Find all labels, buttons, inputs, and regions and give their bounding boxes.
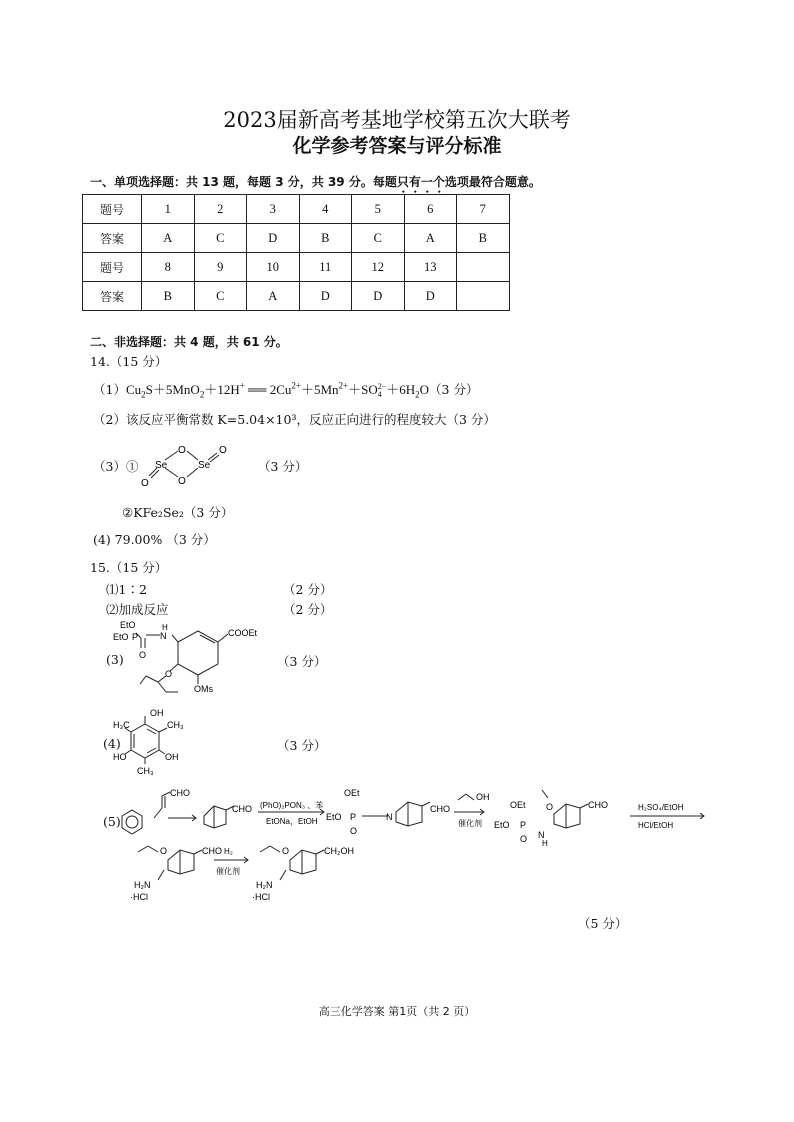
answer-table [82, 194, 510, 311]
row-header: 题号 [83, 253, 142, 282]
table-cell: C [194, 224, 247, 253]
svg-text:H: H [542, 839, 548, 848]
svg-text:CH₃: CH₃ [167, 720, 184, 730]
svg-text:OEt: OEt [510, 800, 526, 810]
q15-part3-score: （3 分） [277, 654, 327, 669]
exam-title: 2023届新高考基地学校第五次大联考 [223, 108, 571, 132]
svg-text:O: O [520, 834, 528, 844]
svg-text:OH: OH [150, 708, 164, 718]
table-cell: 5 [352, 195, 405, 224]
q14-part1: $(1)Cu_2S+5MnO_2+12H^+$ ══ $2Cu^{2+}+5Mn^{2+}+SO$ 2− 4 $+6H_2O(3$ 分） [93, 380, 479, 400]
table-cell: 7 [457, 195, 510, 224]
svg-text:OH: OH [476, 792, 490, 802]
q15-part2-score: （2 分） [283, 602, 333, 617]
table-row [83, 224, 510, 253]
svg-text:·HCl: ·HCl [130, 892, 148, 902]
svg-text:EtO: EtO [113, 632, 129, 642]
table-cell: 6 [404, 195, 457, 224]
table-cell [457, 253, 510, 282]
q14-part3-label: （3）① [93, 459, 139, 474]
svg-text:CHO: CHO [232, 804, 252, 814]
svg-text:O: O [546, 802, 554, 812]
row-header: 答案 [83, 282, 142, 311]
table-cell [457, 282, 510, 311]
q14-equation: $Cu_2S+5MnO_2+12H^+$ ══ $2Cu^{2+}+5Mn^{2+}+SO$ 2− 4 $+6H_2O$ [125, 380, 430, 400]
svg-text:O: O [178, 476, 186, 487]
section1-heading: 一、单项选择题：共 13 题，每题 3 分，共 39 分。每题只有一个选项最符合题意。 [90, 175, 541, 189]
q14-title: 14.（15 分） [90, 354, 168, 369]
svg-text:N: N [160, 631, 167, 641]
svg-text:CHO: CHO [588, 800, 608, 810]
svg-text:H₃C: H₃C [113, 720, 130, 730]
svg-text:HO: HO [113, 752, 127, 762]
q14-part2: （2）该反应平衡常数 K=5.04×10³，反应正向进行的程度较大（3 分） [93, 412, 496, 427]
svg-text:N: N [538, 830, 545, 840]
svg-text:N: N [386, 812, 393, 822]
svg-text:Se: Se [198, 460, 211, 471]
svg-text:O: O [219, 445, 227, 456]
table-cell: 10 [247, 253, 300, 282]
svg-text:EtO: EtO [494, 820, 510, 830]
svg-text:CH₂OH: CH₂OH [324, 846, 354, 856]
q15-part3-structure [110, 616, 260, 696]
svg-text:CHO: CHO [430, 804, 450, 814]
svg-text:Se: Se [155, 460, 168, 471]
synthesis-route [118, 788, 708, 908]
svg-text:O: O [350, 826, 358, 836]
table-cell: C [194, 282, 247, 311]
svg-text:O: O [282, 846, 290, 856]
benzene-ring [122, 810, 142, 834]
q15-title: 15.（15 分） [90, 560, 168, 575]
q14-part4: (4) 79.00% （3 分） [93, 532, 216, 547]
step2-reagent-top: (PhO)₂PON₃ 、苯 [260, 801, 324, 810]
svg-text:EtO: EtO [120, 620, 136, 630]
table-cell: 1 [142, 195, 195, 224]
step2-reagent-bottom: EtONa，EtOH [266, 817, 318, 826]
step5-reagent-bottom: 催化剂 [216, 867, 240, 876]
table-row [83, 282, 510, 311]
row-header: 题号 [83, 195, 142, 224]
table-row [83, 195, 510, 224]
table-cell: 13 [404, 253, 457, 282]
table-row [83, 253, 510, 282]
q15-part5-score: （5 分） [578, 916, 628, 931]
svg-text:O: O [141, 478, 149, 489]
svg-text:P: P [520, 820, 527, 830]
table-cell: C [352, 224, 405, 253]
exam-subtitle: 化学参考答案与评分标准 [292, 135, 502, 157]
row-header: 答案 [83, 224, 142, 253]
table-cell: 12 [352, 253, 405, 282]
svg-text:CHO: CHO [202, 846, 222, 856]
table-cell: A [142, 224, 195, 253]
svg-text:COOEt: COOEt [228, 628, 258, 638]
step4-reagent-top: H₂SO₄/EtOH [638, 803, 684, 812]
table-cell: 2 [194, 195, 247, 224]
q15-part4-label: (4) [103, 736, 121, 751]
q14-part3-2: ②KFe₂Se₂（3 分） [122, 505, 234, 520]
q15-part4-structure [115, 708, 205, 780]
table-cell: A [247, 282, 300, 311]
table-cell: B [142, 282, 195, 311]
svg-text:O: O [160, 846, 168, 856]
table-cell: D [299, 282, 352, 311]
svg-text:OMs: OMs [194, 684, 213, 694]
table-cell: 4 [299, 195, 352, 224]
svg-text:OH: OH [165, 752, 179, 762]
table-cell: A [404, 224, 457, 253]
table-cell: D [352, 282, 405, 311]
svg-text:·HCl: ·HCl [252, 892, 270, 902]
table-cell: D [404, 282, 457, 311]
table-cell: 8 [142, 253, 195, 282]
svg-text:O: O [139, 650, 147, 660]
q15-part1-score: （2 分） [283, 582, 333, 597]
emphasis-text: 只有一个 [396, 175, 445, 189]
table-cell: D [247, 224, 300, 253]
section2-heading: 二、非选择题：共 4 题，共 61 分。 [90, 335, 288, 349]
table-cell: 11 [299, 253, 352, 282]
q14-part3-score: （3 分） [258, 459, 308, 474]
q15-part5-label: (5) [103, 814, 121, 829]
step3-reagent-bottom: 催化剂 [458, 819, 482, 828]
page-footer: 高三化学答案 第1页（共 2 页） [318, 1005, 476, 1018]
svg-text:H₂N: H₂N [256, 880, 273, 890]
svg-text:EtO: EtO [326, 812, 342, 822]
q15-part4-score: （3 分） [277, 738, 327, 753]
svg-text:CHO: CHO [170, 788, 190, 798]
se2o4-structure [135, 440, 235, 488]
q15-part1: ⑴1∶2 [106, 582, 147, 597]
step5-reagent-top: H₂ [224, 847, 233, 856]
table-cell: 9 [194, 253, 247, 282]
table-cell: 3 [247, 195, 300, 224]
svg-text:H₂N: H₂N [134, 880, 151, 890]
q15-part3-label: (3) [106, 652, 124, 667]
svg-text:CH₃: CH₃ [137, 766, 154, 776]
table-cell: B [299, 224, 352, 253]
svg-text:OEt: OEt [344, 788, 360, 798]
svg-text:O: O [178, 445, 186, 456]
svg-text:O: O [165, 669, 173, 679]
q15-part2: ⑵加成反应 [106, 602, 169, 617]
svg-text:P: P [350, 812, 357, 822]
svg-text:P: P [132, 632, 139, 642]
table-cell: B [457, 224, 510, 253]
svg-text:H: H [162, 623, 168, 632]
step4-reagent-bottom: HCl/EtOH [638, 821, 674, 830]
